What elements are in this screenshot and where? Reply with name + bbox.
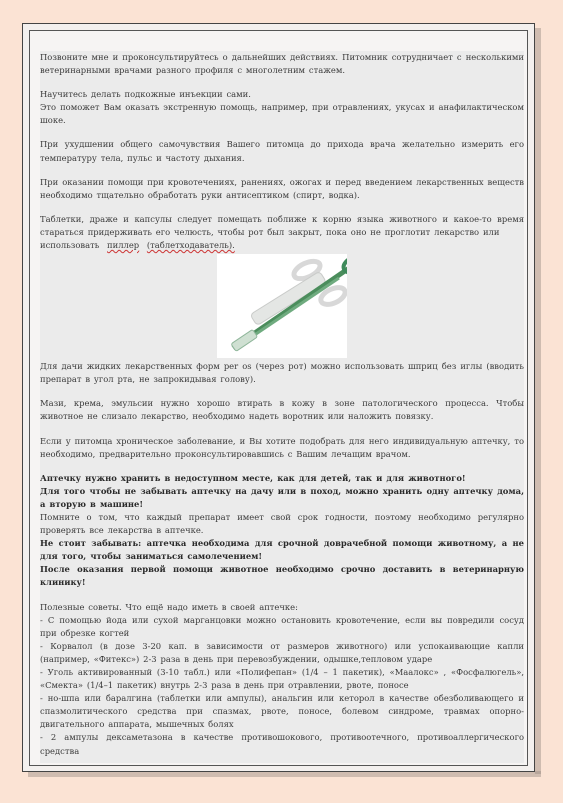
paragraph-no-self-treatment [40,537,524,563]
paragraph-clinic [40,563,524,589]
no-self-treatment-warning: Не стоит забывать: аптечка необходима для срочной доврачебной помощи животному, а не для того, чтобы заниматься самолечением! [40,538,524,562]
paragraph-tips-heading: Полезные советы. Что ещё надо иметь в своей аптечке: [40,601,298,612]
document-body[interactable] [40,51,524,763]
tablets-text-use: использовать [40,240,100,251]
list-item-charcoal: - Уголь активированный (3-10 табл.) или «Полифепан» (1/4 – 1 пакетик), «Маалокс» , «Фосфалюгель», «Смекта» (1/4–1 пакетик) внутрь 2-3 раза в день при отравлении, рвоте, поносе [40,667,524,691]
paragraph-expiry: Помните о том, что каждый препарат имеет свой срок годности, поэтому необходимо регулярно проверять все лекарства в аптечке. [40,511,524,536]
storage-warning: Аптечку нужно хранить в недоступном месте, как для детей, так и для животного! [40,472,466,483]
paragraph-tablets [40,213,524,252]
spellcheck-word-dispenser: (таблетходаватель). [146,240,235,251]
pill-giver-syringe-image[interactable] [217,254,347,358]
paragraph-temperature: При ухудшении общего самочувствия Вашего питомца до прихода врача желательно измерить его температуру тела, пульс и частоту дыхания. [40,139,524,163]
paragraph-chronic: Если у питомца хроническое заболевание, и Вы хотите подобрать для него индивидуальную аптечку, то необходимо, предварительно проконсультировавшись с Вашим лечащим врачом. [40,435,524,459]
paragraph-antiseptic: При оказании помощи при кровотечениях, ранениях, ожогах и перед введением лекарственных веществ необходимо тщательно обработать руки антисептиком (спирт, водка). [40,176,524,200]
list-item-noshpa: - но-шпа или баралгина (таблетки или ампулы), анальгин или кеторол в качестве обезболивающего и спазмолитического средства при спазмах, рвоте, поносе, болевом синдроме, травмах опорно-двигательного аппарата, мышечных болях [40,693,524,730]
page-frame [29,30,528,766]
paragraph-emergency: Это поможет Вам оказать экстренную помощь, например, при отравлениях, укусах и анафилактическом шоке. [40,102,524,126]
clinic-warning: После оказания первой помощи животное необходимо срочно доставить в ветеринарную клинику! [40,564,524,588]
two-kits-tip: Для того чтобы не забывать аптечку на дачу или в поход, можно хранить одну аптечку дома, а вторую в машине! [40,485,524,509]
list-item-corvalol: - Корвалол (в дозе 3-20 кап. в зависимости от размеров животного) или успокаивающие капли (например, «Фитекс») 2-3 раза в день при перевозбуждении, одышке,тепловом ударе [40,640,524,664]
syringe-illustration [217,254,347,358]
paragraph-two-kits [40,485,524,511]
paragraph-injections: Научитесь делать подкожные инъекции сами. [40,89,251,100]
list-item-dexamethasone: - 2 ампулы дексаметазона в качестве противошокового, противоотечного, противоаллергического средства [40,732,524,756]
paragraph-storage [40,472,524,485]
paragraph-consult: Позвоните мне и проконсультируйтесь о дальнейших действиях. Питомник сотрудничает с несколькими ветеринарными врачами разного профиля с многолетним стажем. [40,52,524,76]
paragraph-liquid: Для дачи жидких лекарственных форм per os (через рот) можно использовать шприц без иглы (вводить препарат в угол рта, не запрокидывая голову). [40,361,524,385]
tablets-text: Таблетки, драже и капсулы следует помещать поближе к корню языка животного и какое-то время стараться придерживать его челюсть, чтобы рот был закрыт, пока оно не проглотит лекарство или [40,213,524,237]
paragraph-ointments: Мази, крема, эмульсии нужно хорошо втирать в кожу в зоне патологического процесса. Чтобы животное не слизало лекарство, необходимо надеть воротник или наложить повязку. [40,398,524,422]
spellcheck-word-piller: пиллер [107,240,140,251]
page-shadow-right [535,28,541,774]
document-page [22,23,535,772]
list-item-iodine: - С помощью йода или сухой марганцовки можно остановить кровотечение, если вы повредили сосуд при обрезке когтей [40,614,524,638]
